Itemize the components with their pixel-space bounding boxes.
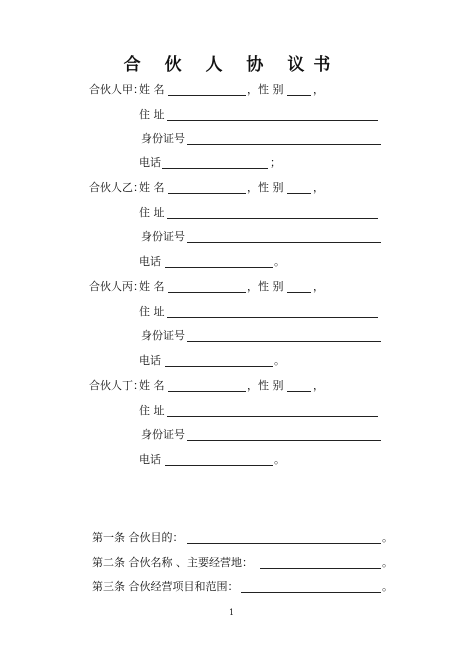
partner-address-row	[0, 304, 463, 320]
article-row	[0, 579, 463, 595]
gender-end: ，	[313, 83, 324, 96]
partner-id-row	[0, 229, 463, 245]
partner-label: 合伙人甲：	[89, 83, 144, 96]
name-blank[interactable]	[168, 95, 246, 96]
article-blank[interactable]	[241, 592, 381, 593]
phone-end: 。	[274, 255, 285, 268]
address-blank[interactable]	[167, 317, 378, 318]
article-blank[interactable]	[260, 568, 381, 569]
article-label: 第一条 合伙目的：	[92, 531, 184, 544]
address-label: 住 址	[139, 206, 165, 219]
partner-name-row	[0, 378, 463, 394]
phone-blank[interactable]	[165, 465, 273, 466]
article-row	[0, 555, 463, 571]
partner-phone-row	[0, 254, 463, 270]
partner-phone-row	[0, 353, 463, 369]
article-blank[interactable]	[187, 543, 381, 544]
document-title: 合 伙 人 协 议书	[123, 55, 340, 75]
phone-label: 电话	[139, 453, 161, 466]
partner-name-row	[0, 82, 463, 98]
name-blank[interactable]	[168, 292, 246, 293]
phone-label: 电话	[139, 156, 161, 169]
partner-id-row	[0, 131, 463, 147]
gender-blank[interactable]	[287, 95, 311, 96]
gender-label: ，性 别	[247, 280, 284, 293]
gender-blank[interactable]	[287, 391, 311, 392]
phone-end: ；	[270, 156, 281, 169]
partner-phone-row	[0, 452, 463, 468]
partner-address-row	[0, 107, 463, 123]
article-label: 第二条 合伙名称 、主要经营地：	[92, 556, 253, 569]
partner-label: 合伙人丙：	[89, 280, 144, 293]
phone-label: 电话	[139, 354, 161, 367]
gender-blank[interactable]	[287, 193, 311, 194]
gender-end: ，	[313, 280, 324, 293]
id-blank[interactable]	[187, 144, 381, 145]
name-label: 姓 名	[139, 181, 165, 194]
name-label: 姓 名	[139, 280, 165, 293]
id-label: 身份证号	[141, 428, 185, 441]
partner-name-row	[0, 279, 463, 295]
gender-label: ，性 别	[247, 181, 284, 194]
address-label: 住 址	[139, 108, 165, 121]
partner-address-row	[0, 403, 463, 419]
id-label: 身份证号	[141, 329, 185, 342]
phone-end: 。	[274, 354, 285, 367]
partner-label: 合伙人丁：	[89, 379, 144, 392]
phone-blank[interactable]	[165, 366, 273, 367]
gender-label: ，性 别	[247, 83, 284, 96]
gender-blank[interactable]	[287, 292, 311, 293]
name-blank[interactable]	[168, 391, 246, 392]
id-label: 身份证号	[141, 230, 185, 243]
phone-blank[interactable]	[165, 267, 273, 268]
name-label: 姓 名	[139, 379, 165, 392]
gender-label: ，性 别	[247, 379, 284, 392]
id-blank[interactable]	[187, 242, 381, 243]
gender-end: ，	[313, 181, 324, 194]
partner-id-row	[0, 427, 463, 443]
article-row	[0, 530, 463, 546]
address-blank[interactable]	[167, 120, 378, 121]
article-end: 。	[382, 531, 393, 544]
address-blank[interactable]	[167, 218, 378, 219]
partner-label: 合伙人乙：	[89, 181, 144, 194]
address-label: 住 址	[139, 404, 165, 417]
id-blank[interactable]	[187, 440, 381, 441]
article-end: 。	[382, 556, 393, 569]
name-label: 姓 名	[139, 83, 165, 96]
phone-label: 电话	[139, 255, 161, 268]
address-blank[interactable]	[167, 416, 378, 417]
partner-id-row	[0, 328, 463, 344]
id-blank[interactable]	[187, 341, 381, 342]
phone-end: 。	[274, 453, 285, 466]
name-blank[interactable]	[168, 193, 246, 194]
partner-name-row	[0, 180, 463, 196]
partner-phone-row	[0, 155, 463, 171]
article-label: 第三条 合伙经营项目和范围：	[92, 580, 239, 593]
partner-address-row	[0, 205, 463, 221]
id-label: 身份证号	[141, 132, 185, 145]
gender-end: ，	[313, 379, 324, 392]
phone-blank[interactable]	[162, 168, 268, 169]
article-end: 。	[382, 580, 393, 593]
address-label: 住 址	[139, 305, 165, 318]
page-number: 1	[228, 608, 235, 617]
